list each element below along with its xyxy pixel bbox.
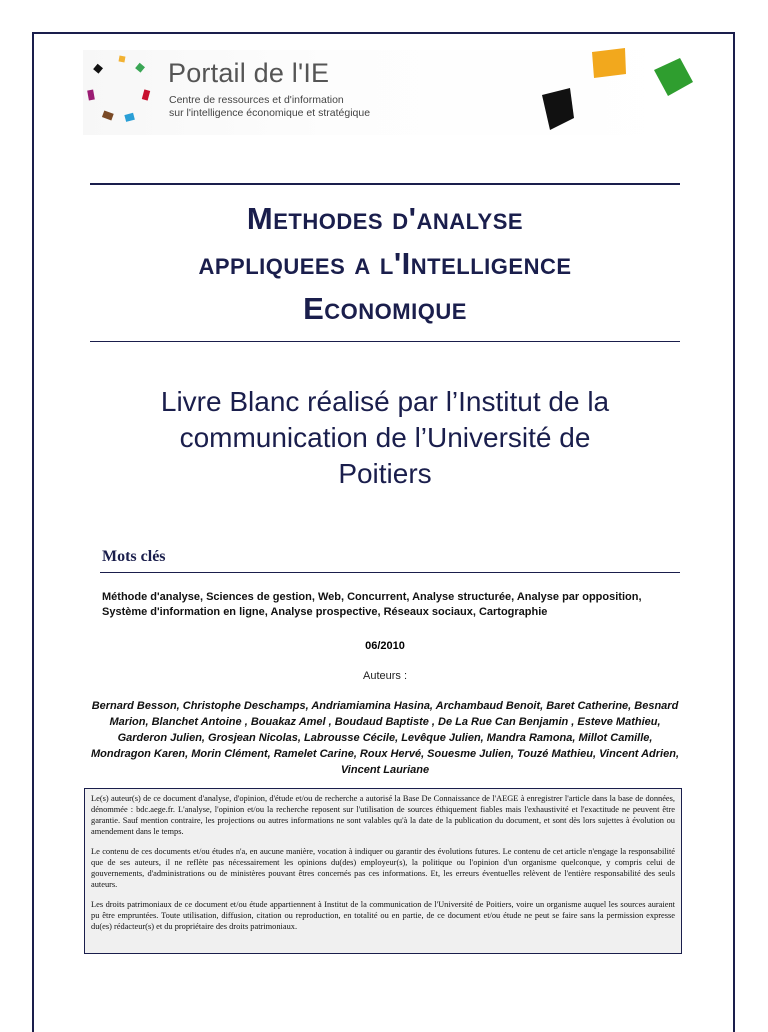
disclaimer-box [84, 788, 682, 954]
subtitle-line3: Poitiers [338, 458, 432, 489]
disclaimer-paragraph-1: Le(s) auteur(s) de ce document d'analyse, d'opinion, d'étude et/ou de recherche a autorisé la Base De Connaissance de l'AEGE à enregistrer l'article dans la base de données, dénommée : bdc.aege.fr. L'analyse, l'opinion et/ou la recherche reposent sur l'utilisation de sources éthiquement fiables mais l'exhaustivité et l'exactitude ne peuvent être garantie. Sauf mention contraire, les projections ou autres informations ne sont valables qu'à la date de la publication du document, et sont dès lors sujettes à évolution ou amendement dans le temps. [91, 794, 675, 836]
keywords-rule [100, 572, 680, 573]
disclaimer-paragraph-2: Le contenu de ces documents et/ou études n'a, en aucune manière, vocation à indiquer ou garantir des évolutions futures. Le contenu de cet article n'engage la responsabilité que de ses auteurs, il ne reflète pas nécessairement les opinions du(des) employeur(s), la politique ou l'opinion d'un organisme quelconque, y compris celui de gouvernements, d'administrations ou de ministères pouvant êtres concernés pas ces informations. Et, les erreurs éventuelles relèvent de l'entière responsabilité des seuls auteurs. [91, 847, 675, 889]
document-title [90, 196, 680, 331]
title-line2: appliquees a l'Intelligence [198, 246, 572, 281]
logo-subtitle-line1: Centre de ressources et d'information [169, 94, 344, 106]
document-subtitle [90, 384, 680, 492]
keywords-text: Méthode d'analyse, Sciences de gestion, Web, Concurrent, Analyse structurée, Analyse par opposition, Système d'information en ligne, Analyse prospective, Réseaux sociaux, Cartographie [102, 591, 642, 618]
title-line1: Methodes d'analyse [246, 201, 524, 236]
title-line3: Economique [303, 291, 467, 326]
logo-ring-icon [83, 50, 163, 130]
authors-list: Bernard Besson, Christophe Deschamps, Andriamiamina Hasina, Archambaud Benoit, Baret Catherine, Besnard Marion, Blanchet Antoine , Bouakaz Amel , Boudaud Baptiste , De La Rue Can Benjamin , Esteve Mathieu, Garderon Julien, Grosjean Nicolas, Labrousse Cécile, Levêque Julien, Mandra Ramona, Millot Camille, Mondragon Karen, Morin Clément, Ramelet Carine, Roux Hervé, Souesme Julien, Touzé Mathieu, Vincent Adrien, Vincent Lauriane [91, 700, 679, 776]
logo-subtitle [169, 94, 370, 120]
title-top-rule [90, 183, 680, 185]
publication-date: 06/2010 [365, 640, 405, 652]
decorative-squares-icon [530, 40, 700, 150]
subtitle-line2: communication de l’Université de [179, 422, 591, 453]
title-bottom-rule [90, 341, 680, 342]
logo-title: Portail de l'IE [168, 58, 330, 88]
keywords-heading: Mots clés [102, 548, 166, 565]
authors-label: Auteurs : [362, 670, 408, 682]
disclaimer-paragraph-3: Les droits patrimoniaux de ce document et/ou étude appartiennent à Institut de la communication de l'Université de Poitiers, voire un organisme auquel les sources auraient pu être empruntées. Toute utilisation, diffusion, citation ou reproduction, en totalité ou en partie, de ce document et/ou étude ne peut se faire sans la permission expresse du(es) rédacteur(s) et du propriétaire des droits patrimoniaux. [91, 900, 675, 931]
logo-subtitle-line2: sur l'intelligence économique et stratégique [169, 107, 371, 119]
subtitle-line1: Livre Blanc réalisé par l’Institut de la [160, 386, 610, 417]
